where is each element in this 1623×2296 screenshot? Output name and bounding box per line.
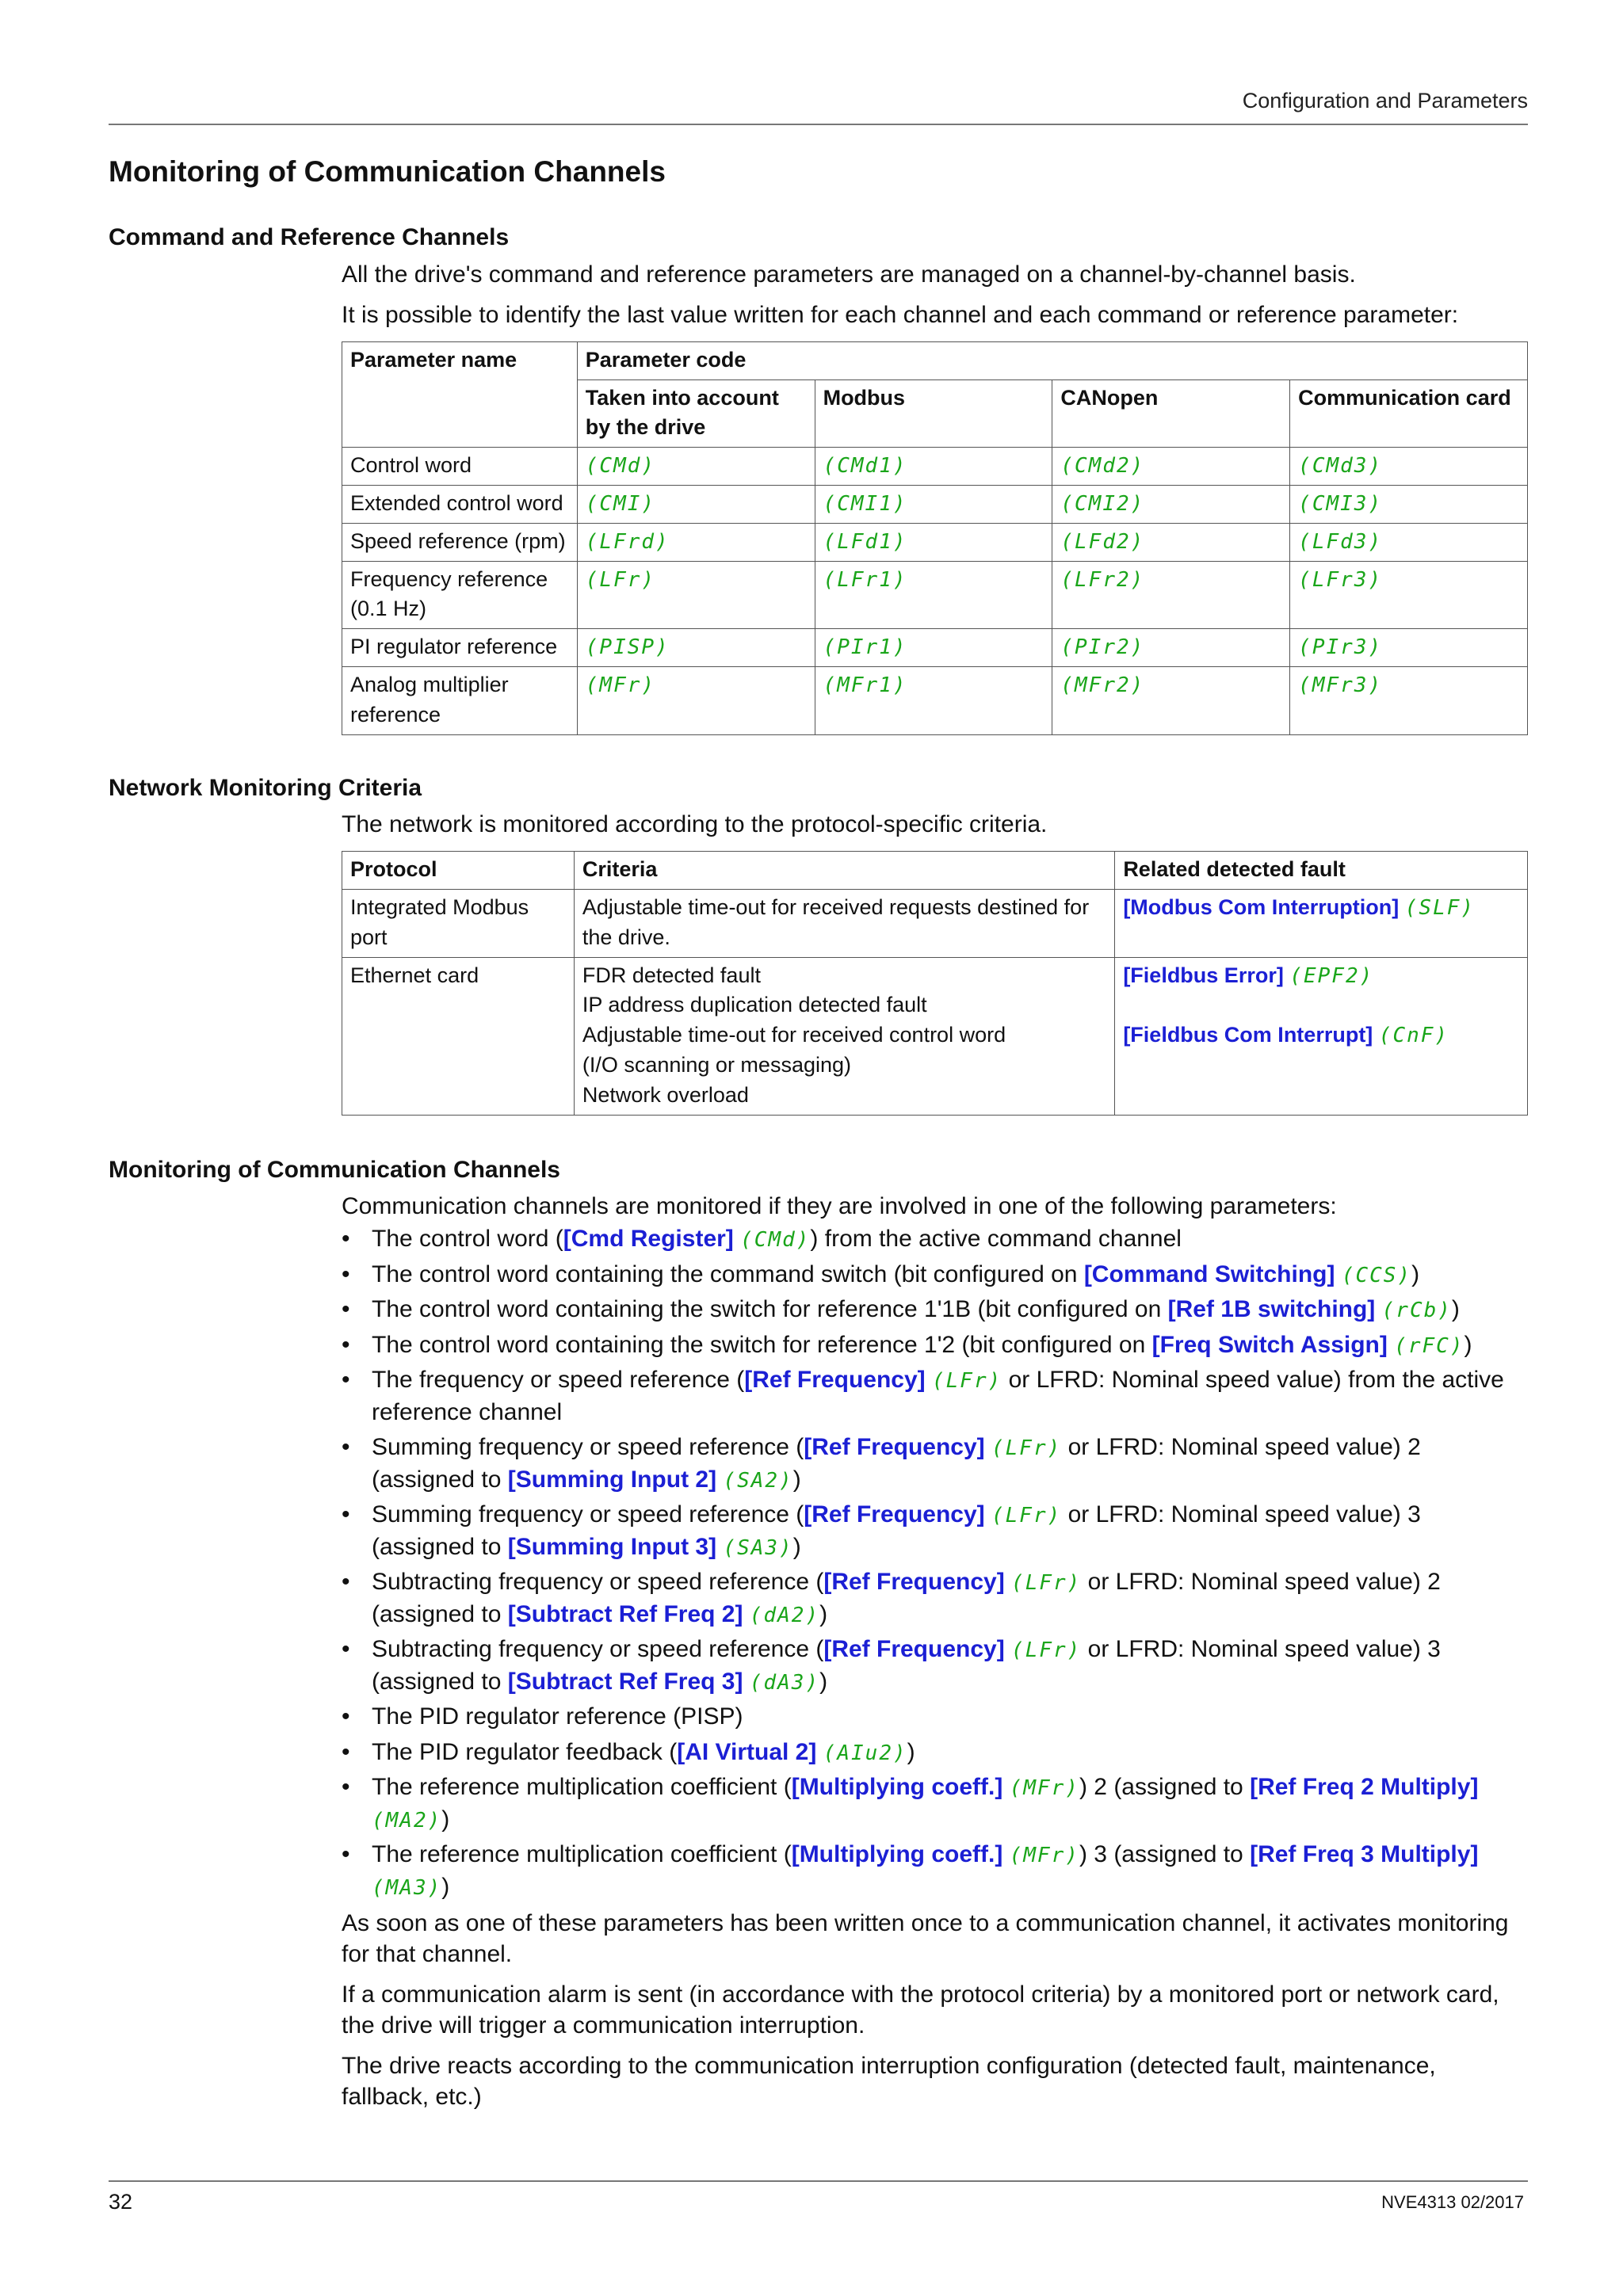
section1-body: [342, 259, 1528, 330]
param-code: (LFd1): [823, 529, 907, 554]
param-link[interactable]: [Subtract Ref Freq 3]: [507, 1668, 743, 1695]
param-code: (PIr3): [1298, 635, 1383, 660]
list-item: • The control word containing the command switch (bit configured on [Command Switching] (CCS)): [342, 1259, 1528, 1291]
param-code: (MFr): [1009, 1776, 1079, 1801]
fault-cell: [1115, 957, 1528, 1115]
param-code: (SA3): [723, 1535, 793, 1560]
param-code: (rFC): [1394, 1333, 1465, 1358]
param-link[interactable]: [Ref 1B switching]: [1167, 1296, 1376, 1323]
parameter-code-table: [342, 341, 1528, 735]
param-code: (LFr): [1011, 1638, 1082, 1663]
monitored-parameters-list: [342, 1223, 1528, 1903]
param-code: (MFr1): [823, 673, 907, 698]
table-row: [342, 889, 1528, 957]
header-rule: [109, 124, 1528, 125]
param-code: (LFr1): [823, 567, 907, 592]
param-code: (LFrd): [585, 529, 670, 554]
param-code: (MA3): [372, 1875, 442, 1900]
criteria-cell: [574, 957, 1114, 1115]
param-link[interactable]: [Multiplying coeff.]: [791, 1841, 1003, 1868]
fault-code: (CnF): [1378, 1024, 1449, 1048]
section1-paragraph-2: It is possible to identify the last value written for each channel and each command or reference parameter:: [342, 301, 1459, 328]
col-header-criteria: Criteria: [574, 852, 1114, 890]
param-link[interactable]: [Ref Freq 3 Multiply]: [1250, 1841, 1479, 1868]
subheader-modbus: Modbus: [815, 379, 1052, 448]
network-criteria-table: [342, 851, 1528, 1115]
list-item: • The control word containing the switch for reference 1'2 (bit configured on [Freq Switch Assign] (rFC)): [342, 1329, 1528, 1362]
param-code: (LFr): [1011, 1571, 1082, 1596]
param-code: (LFr): [991, 1504, 1062, 1528]
criteria-line: Adjustable time-out for received control word: [582, 1023, 1006, 1047]
section3-body: [342, 1191, 1528, 2112]
param-link[interactable]: [Ref Frequency]: [744, 1367, 926, 1394]
param-code: (CMI1): [823, 492, 907, 517]
page-number: 32: [109, 2190, 133, 2214]
param-code: (PIr2): [1060, 635, 1145, 660]
criteria-line: Network overload: [582, 1082, 749, 1107]
param-name: PI regulator reference: [342, 629, 578, 667]
list-item: • The PID regulator feedback ([AI Virtual 2] (AIu2)): [342, 1737, 1528, 1769]
param-code: (CMd): [740, 1228, 811, 1253]
list-item: • Summing frequency or speed reference ([Ref Frequency] (LFr) or LFRD: Nominal speed value) 3 (assigned to [Summing Input 3] (SA3)): [342, 1499, 1528, 1563]
section2-body: [342, 809, 1528, 840]
fault-link-fieldbus-com-interrupt[interactable]: [Fieldbus Com Interrupt]: [1123, 1023, 1373, 1047]
param-link[interactable]: [Ref Frequency]: [804, 1434, 985, 1461]
footer-rule: [109, 2180, 1528, 2182]
param-code: (MA2): [372, 1808, 442, 1833]
criteria-line: FDR detected fault: [582, 963, 761, 987]
protocol-cell: Integrated Modbus port: [342, 889, 575, 957]
subheader-canopen: CANopen: [1052, 379, 1290, 448]
running-title: Configuration and Parameters: [1242, 89, 1528, 113]
param-code: (LFr3): [1298, 567, 1383, 592]
section-heading-network-monitoring: Network Monitoring Criteria: [109, 774, 422, 801]
param-code: (CMd1): [823, 454, 907, 479]
param-code: (MFr2): [1060, 673, 1145, 698]
param-code: (CMI): [585, 492, 656, 517]
list-item: • The control word containing the switch for reference 1'1B (bit configured on [Ref 1B switching] (rCb)): [342, 1294, 1528, 1326]
param-link[interactable]: [Subtract Ref Freq 2]: [507, 1600, 743, 1627]
param-code: (CMd3): [1298, 454, 1383, 479]
param-code: (LFd2): [1060, 529, 1145, 554]
section-heading-command-reference: Command and Reference Channels: [109, 224, 510, 251]
section2-paragraph-1: The network is monitored according to the protocol-specific criteria.: [342, 811, 1048, 838]
fault-code: (EPF2): [1289, 963, 1374, 988]
param-name: Analog multiplier reference: [342, 667, 578, 735]
section1-paragraph-1: All the drive's command and reference parameters are managed on a channel-by-channel basis.: [342, 261, 1356, 288]
col-header-related-fault: Related detected fault: [1115, 852, 1528, 890]
fault-cell: [1115, 889, 1528, 957]
param-link[interactable]: [Ref Frequency]: [823, 1569, 1005, 1596]
param-code: (rCb): [1381, 1299, 1452, 1323]
criteria-line: (I/O scanning or messaging): [582, 1052, 851, 1077]
table-row: [342, 523, 1528, 561]
section-heading-monitoring-channels: Monitoring of Communication Channels: [109, 1156, 560, 1183]
page-title: Monitoring of Communication Channels: [109, 155, 666, 188]
fault-link-modbus-com-interruption[interactable]: [Modbus Com Interruption]: [1123, 894, 1400, 919]
col-header-parameter-code: Parameter code: [577, 341, 1527, 379]
param-link[interactable]: [Command Switching]: [1083, 1261, 1335, 1287]
list-item: • Subtracting frequency or speed reference ([Ref Frequency] (LFr) or LFRD: Nominal speed value) 2 (assigned to [Subtract Ref Freq 2] (dA2)): [342, 1566, 1528, 1630]
table-row: [342, 486, 1528, 524]
param-link[interactable]: [Ref Frequency]: [823, 1636, 1005, 1663]
param-code: (CCS): [1341, 1263, 1412, 1287]
param-code: (MFr): [585, 673, 656, 698]
param-name: Speed reference (rpm): [342, 523, 578, 561]
list-item: • The control word ([Cmd Register] (CMd)) from the active command channel: [342, 1223, 1528, 1256]
protocol-cell: Ethernet card: [342, 957, 575, 1115]
list-item: • The reference multiplication coefficient ([Multiplying coeff.] (MFr)) 3 (assigned to [Ref Freq 3 Multiply] (MA3)): [342, 1839, 1528, 1903]
param-code: (CMI2): [1060, 492, 1145, 517]
param-code: (MFr): [1009, 1844, 1079, 1868]
param-code: (LFr): [991, 1436, 1062, 1461]
section3-paragraph-after-2: If a communication alarm is sent (in accordance with the protocol criteria) by a monitored port or network card, the drive will trigger a communication interruption.: [342, 1981, 1499, 2039]
table-row: [342, 448, 1528, 486]
criteria-cell: Adjustable time-out for received requests destined for the drive.: [574, 889, 1114, 957]
table-row: [342, 957, 1528, 1115]
subheader-communication-card: Communication card: [1290, 379, 1528, 448]
param-link[interactable]: [Summing Input 2]: [507, 1466, 717, 1493]
param-code: (LFr): [931, 1369, 1002, 1394]
param-code: (SA2): [723, 1468, 793, 1493]
section3-paragraph-after-3: The drive reacts according to the communication interruption configuration (detected fault, maintenance, fallback, etc.): [342, 2053, 1436, 2111]
param-link[interactable]: [Summing Input 3]: [507, 1533, 717, 1560]
page-content: [109, 154, 1528, 2122]
list-item: • The frequency or speed reference ([Ref Frequency] (LFr) or LFRD: Nominal speed value) from the active reference channel: [342, 1364, 1528, 1428]
param-code: (CMd): [585, 454, 656, 479]
param-code: (CMI3): [1298, 492, 1383, 517]
subheader-drive: Taken into account by the drive: [577, 379, 815, 448]
col-header-parameter-name: Parameter name: [342, 341, 578, 447]
criteria-line: IP address duplication detected fault: [582, 993, 927, 1017]
section3-intro: Communication channels are monitored if they are involved in one of the following parameters:: [342, 1193, 1337, 1220]
param-name: Extended control word: [342, 486, 578, 524]
fault-link-fieldbus-error[interactable]: [Fieldbus Error]: [1123, 963, 1284, 987]
list-item: • The reference multiplication coefficient ([Multiplying coeff.] (MFr)) 2 (assigned to [Ref Freq 2 Multiply] (MA2)): [342, 1772, 1528, 1836]
list-item: • Subtracting frequency or speed reference ([Ref Frequency] (LFr) or LFRD: Nominal speed value) 3 (assigned to [Subtract Ref Freq 3] (dA3)): [342, 1634, 1528, 1698]
param-code: (MFr3): [1298, 673, 1383, 698]
param-code: (dA2): [749, 1603, 820, 1627]
param-code: (LFd3): [1298, 529, 1383, 554]
param-link[interactable]: [Ref Frequency]: [804, 1501, 985, 1528]
list-item: • The PID regulator reference (PISP): [342, 1701, 1528, 1733]
param-code: (LFr2): [1060, 567, 1145, 592]
document-reference: NVE4313 02/2017: [1381, 2192, 1524, 2212]
table-row: [342, 629, 1528, 667]
table-row: [342, 667, 1528, 735]
col-header-protocol: Protocol: [342, 852, 575, 890]
table-row: [342, 561, 1528, 629]
list-item: • Summing frequency or speed reference ([Ref Frequency] (LFr) or LFRD: Nominal speed value) 2 (assigned to [Summing Input 2] (SA2)): [342, 1432, 1528, 1496]
param-link[interactable]: [Cmd Register]: [563, 1226, 734, 1253]
param-link[interactable]: [Freq Switch Assign]: [1151, 1331, 1388, 1358]
param-code: (dA3): [749, 1670, 820, 1695]
section3-paragraph-after-1: As soon as one of these parameters has been written once to a communication channel, it activates monitoring for that channel.: [342, 1910, 1509, 1968]
param-code: (AIu2): [823, 1741, 907, 1765]
param-code: (LFr): [585, 567, 656, 592]
param-link[interactable]: [Multiplying coeff.]: [791, 1774, 1003, 1801]
param-name: Control word: [342, 448, 578, 486]
param-code: (PIr1): [823, 635, 907, 660]
param-code: (CMd2): [1060, 454, 1145, 479]
param-code: (PISP): [585, 635, 670, 660]
param-name: Frequency reference (0.1 Hz): [342, 561, 578, 629]
param-link[interactable]: [Ref Freq 2 Multiply]: [1250, 1774, 1479, 1801]
param-link[interactable]: [AI Virtual 2]: [677, 1738, 817, 1765]
fault-code: (SLF): [1404, 895, 1476, 920]
